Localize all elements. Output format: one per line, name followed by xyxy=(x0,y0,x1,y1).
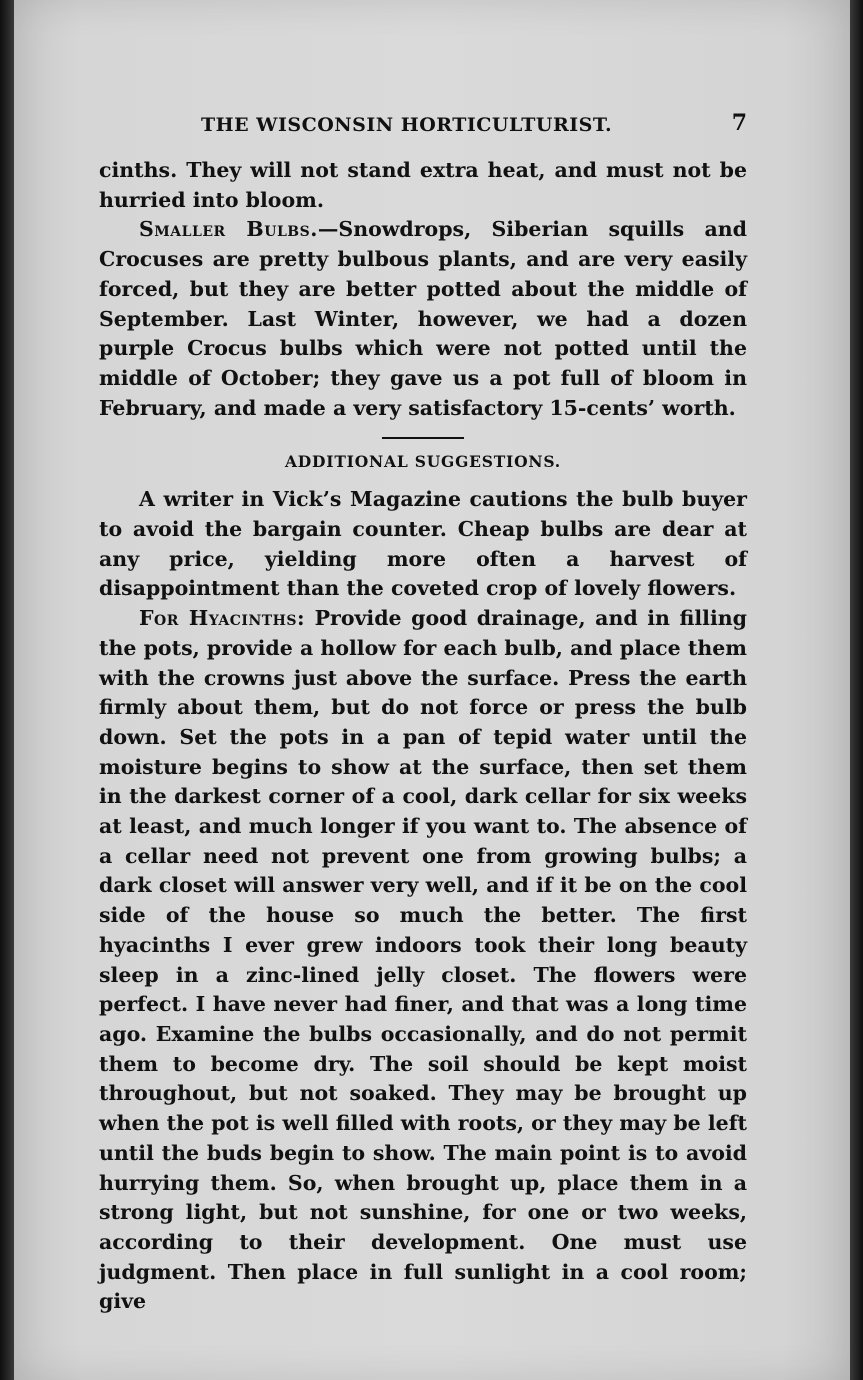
book-page xyxy=(14,0,850,1380)
scan-left-edge xyxy=(0,0,14,1380)
smaller-bulbs-heading: Smaller Bulbs. xyxy=(139,217,318,242)
section-heading: ADDITIONAL SUGGESTIONS. xyxy=(284,452,562,472)
paragraph-continuation: cinths. They will not stand extra heat, and must not be hurried into bloom. xyxy=(99,158,747,212)
smaller-bulbs-text: —Snowdrops, Siberian squills and Crocuses are pretty bulbous plants, and are very easily forced, but they are better potted about the middle of September. Last Winter, however, we had a dozen purple Crocus bulbs which were not potted until the middle of October; they gave us a pot full of bloom in February, and made a very satisfactory 15-cents’ worth. xyxy=(99,217,747,420)
for-hyacinths-heading: For Hyacinths: xyxy=(139,606,306,631)
scan-right-edge xyxy=(850,0,863,1380)
paragraph-for-hyacinths xyxy=(99,604,747,1317)
section-divider xyxy=(382,437,464,439)
for-hyacinths-text: Provide good drainage, and in filling the pots, provide a hollow for each bulb, and place them with the crowns just above the surface. Press the earth firmly about them, but do not force or press the bulb down. Set the pots in a pan of tepid water until the moisture begins to show at the surface, then set them in the darkest corner of a cool, dark cellar for six weeks at least, and much longer if you want to. The absence of a cellar need not prevent one from growing bulbs; a dark closet will answer very well, and if it be on the cool side of the house so much the better. The first hyacinths I ever grew indoors took their long beauty sleep in a zinc-lined jelly closet. The flowers were perfect. I have never had finer, and that was a long time ago. Examine the bulbs occasionally, and do not permit them to become dry. The soil should be kept moist throughout, but not soaked. They may be brought up when the pot is well filled with roots, or they may be left until the buds begin to show. The main point is to avoid hurrying them. So, when brought up, place them in a strong light, but not sunshine, for one or two weeks, according to their development. One must use judgment. Then place in full sunlight in a cool room; give xyxy=(99,606,747,1314)
paragraph-vicks-magazine: A writer in Vick’s Magazine cautions the bulb buyer to avoid the bargain counter. Cheap bulbs are dear at any price, yielding more often a harvest of disappointment than the coveted crop of lovely flowers. xyxy=(99,487,747,601)
body-text xyxy=(99,156,747,1317)
paragraph-smaller-bulbs xyxy=(99,215,747,423)
page-number: 7 xyxy=(731,110,747,136)
running-head xyxy=(91,110,747,140)
running-title: THE WISCONSIN HORTICULTURIST. xyxy=(201,114,613,136)
